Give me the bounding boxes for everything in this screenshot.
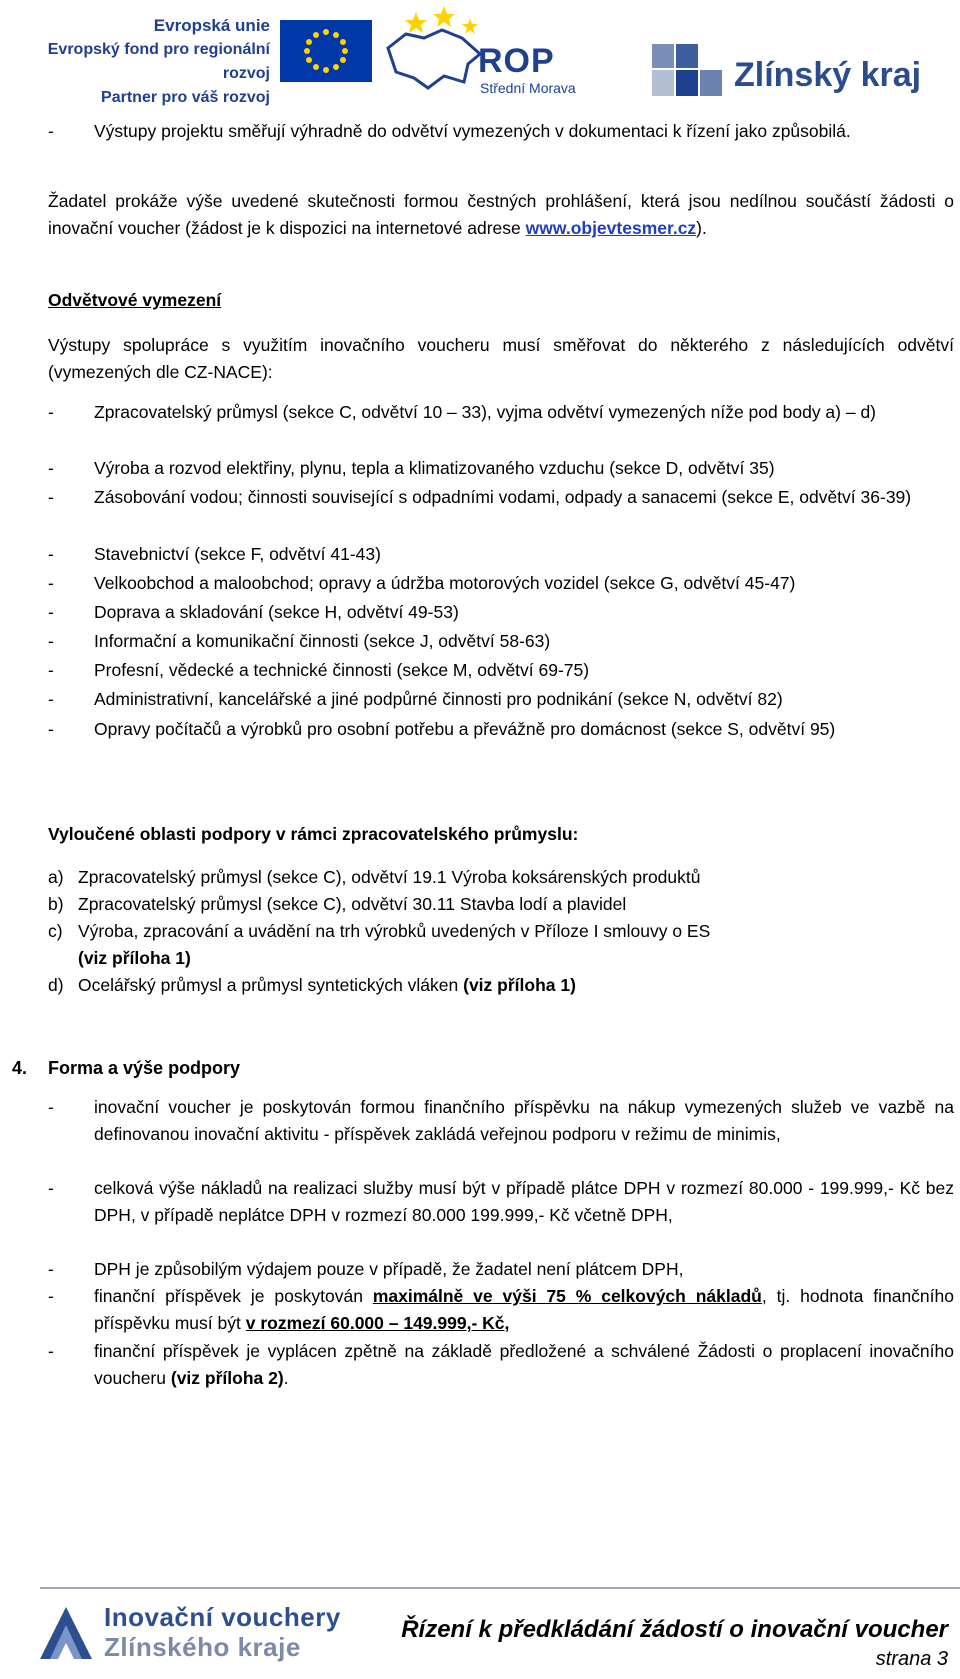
s4-item-4-text: finanční příspěvek je poskytován [94, 1286, 363, 1306]
rop-subtitle: Střední Morava [480, 80, 576, 96]
footer-divider [40, 1587, 960, 1589]
s4-item-5-ref: (viz příloha 2) [170, 1368, 284, 1388]
footer-logo-text [104, 1602, 341, 1662]
s4-item-5 [94, 1338, 954, 1392]
excluded-label-d: d) [48, 975, 64, 995]
intro-paragraph [48, 188, 954, 242]
s4-item-1: inovační voucher je poskytován formou finančního příspěvku na nákup vymezených služeb ve vazbě na definovanou inovační aktivitu - příspěvek zakládá veřejnou podporu v režimu de minimis, [94, 1097, 954, 1144]
list-dash: - [48, 487, 54, 507]
list-item: Informační a komunikační činnosti (sekce J, odvětví 58-63) [94, 631, 551, 651]
list-dash: - [48, 631, 54, 651]
excluded-label-a: a) [48, 867, 64, 887]
bullet-dash: - [48, 121, 54, 141]
s4-item-3: DPH je způsobilým výdajem pouze v případě, že žadatel není plátcem DPH, [94, 1259, 684, 1279]
rop-logo-icon [384, 4, 484, 100]
list-dash: - [48, 602, 54, 622]
list-dash: - [48, 719, 54, 739]
header [0, 0, 960, 110]
excluded-item-c-ref: (viz příloha 1) [78, 948, 191, 968]
excluded-item-b: Zpracovatelský průmysl (sekce C), odvětví 30.11 Stavba lodí a plavidel [78, 894, 627, 914]
s4-item-5-end: . [283, 1368, 289, 1388]
sector-heading: Odvětvové vymezení [48, 290, 222, 310]
s4-item-2: celková výše nákladů na realizaci služby musí být v případě plátce DPH v rozmezí 80.000 - 199.999,- Kč bez DPH, v případě neplátce DPH v rozmezí 80.000 199.999,- Kč včetně DPH, [94, 1178, 954, 1225]
s4-dash: - [48, 1097, 54, 1117]
eu-text-block [0, 14, 270, 110]
excluded-item-d-ref: (viz příloha 1) [463, 975, 576, 995]
intro-bullet: Výstupy projektu směřují výhradně do odvětví vymezených v dokumentaci k řízení jako způsobilá. [94, 121, 851, 141]
inovacni-vouchery-logo-icon [36, 1603, 96, 1663]
intro-link[interactable]: www.objevtesmer.cz [525, 218, 697, 238]
zlinsky-kraj-logo-icon [652, 44, 724, 98]
zlinsky-kraj-title: Zlínský kraj [734, 56, 922, 94]
s4-item-4-mid: , tj. hodnota finančního příspěvku musí být [94, 1286, 954, 1333]
footer-logo-line-2: Zlínského kraje [104, 1632, 301, 1662]
eu-flag-icon [280, 20, 372, 82]
s4-item-4 [94, 1283, 954, 1337]
excluded-item-d [78, 972, 958, 999]
s4-item-4-max: maximálně ve výši 75 % celkových nákladů [372, 1286, 762, 1306]
list-item: Doprava a skladování (sekce H, odvětví 49-53) [94, 602, 459, 622]
s4-item-4-range: v rozmezí 60.000 – 149.999,- Kč, [245, 1313, 510, 1333]
list-dash: - [48, 544, 54, 564]
footer-title: Řízení k předkládání žádostí o inovační voucher [401, 1616, 948, 1643]
excluded-item-c: Výroba, zpracování a uvádění na trh výrobků uvedených v Příloze I smlouvy o ES [78, 921, 711, 941]
intro-paragraph-end: ). [696, 218, 707, 238]
list-dash: - [48, 402, 54, 422]
s4-dash: - [48, 1178, 54, 1198]
list-item: Velkoobchod a maloobchod; opravy a údržba motorových vozidel (sekce G, odvětví 45-47) [94, 573, 796, 593]
section-title: Forma a výše podpory [48, 1058, 241, 1078]
list-item: Profesní, vědecké a technické činnosti (sekce M, odvětví 69-75) [94, 660, 590, 680]
intro-paragraph-text: Žadatel prokáže výše uvedené skutečnosti formou čestných prohlášení, která jsou nedílnou součástí žádosti o inovační voucher (žádost je k dispozici na internetové adrese [48, 191, 954, 238]
excluded-item-d-text: Ocelářský průmysl a průmysl syntetických vláken [78, 975, 459, 995]
excluded-item-a: Zpracovatelský průmysl (sekce C), odvětví 19.1 Výroba koksárenských produktů [78, 867, 701, 887]
sector-paragraph: Výstupy spolupráce s využitím inovačního voucheru musí směřovat do některého z následujících odvětví (vymezených dle CZ-NACE): [48, 335, 954, 382]
list-item: Zpracovatelský průmysl (sekce C, odvětví 10 – 33), vyjma odvětví vymezených níže pod body a) – d) [94, 402, 877, 422]
s4-dash: - [48, 1341, 54, 1361]
excluded-label-c: c) [48, 921, 63, 941]
list-item: Výroba a rozvod elektřiny, plynu, tepla a klimatizovaného vzduchu (sekce D, odvětví 35) [94, 458, 775, 478]
eu-line-2: Evropský fond pro regionální rozvoj [47, 41, 270, 82]
s4-dash: - [48, 1286, 54, 1306]
excluded-label-b: b) [48, 894, 64, 914]
list-item: Opravy počítačů a výrobků pro osobní potřebu a převážně pro domácnost (sekce S, odvětví 95) [94, 719, 836, 739]
list-item: Stavebnictví (sekce F, odvětví 41-43) [94, 544, 381, 564]
s4-item-5-text: finanční příspěvek je vyplácen zpětně na základě předložené a schválené Žádosti o proplacení inovačního voucheru [94, 1341, 954, 1388]
footer-logo-line-1: Inovační vouchery [104, 1602, 341, 1632]
list-dash: - [48, 660, 54, 680]
rop-title: ROP [478, 42, 555, 80]
list-item: Zásobování vodou; činnosti související s odpadními vodami, odpady a sanacemi (sekce E, odvětví 36-39) [94, 487, 912, 507]
list-dash: - [48, 573, 54, 593]
eu-line-3: Partner pro váš rozvoj [101, 89, 270, 106]
section-number: 4. [12, 1058, 28, 1078]
list-dash: - [48, 458, 54, 478]
list-item: Administrativní, kancelářské a jiné podpůrné činnosti pro podnikání (sekce N, odvětví 82) [94, 689, 783, 709]
list-dash: - [48, 689, 54, 709]
footer-page-number: strana 3 [875, 1648, 948, 1670]
eu-line-1: Evropská unie [153, 16, 270, 35]
s4-dash: - [48, 1259, 54, 1279]
excluded-heading: Vyloučené oblasti podpory v rámci zpracovatelského průmyslu: [48, 824, 579, 844]
